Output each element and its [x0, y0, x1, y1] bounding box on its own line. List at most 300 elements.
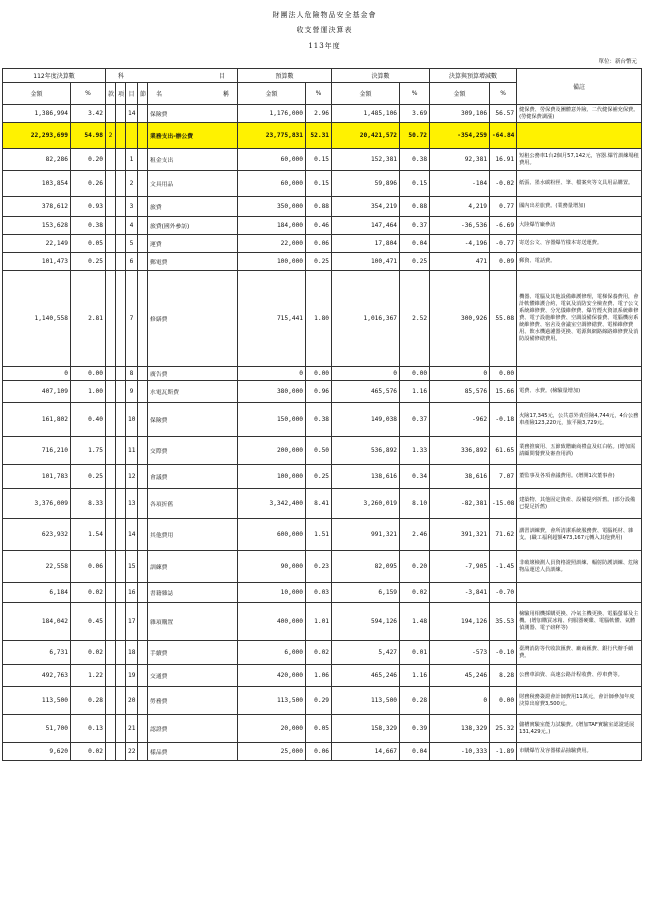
table-row: [3, 743, 642, 761]
table-row: [3, 197, 642, 217]
diff-amount-cell: 4,219: [430, 197, 490, 217]
prev-pct-cell: 54.98: [71, 123, 106, 149]
header-pct: %: [71, 83, 106, 105]
org-name: 財團法人危險物品安全基金會: [272, 11, 377, 19]
actual-amount-cell: 465,246: [332, 665, 400, 687]
diff-pct-cell: -0.18: [490, 403, 517, 437]
diff-amount-cell: -573: [430, 641, 490, 665]
mu-cell: 16: [126, 583, 138, 603]
item-name-cell: 水電瓦斯費: [148, 381, 238, 403]
budget-pct-cell: 0.15: [306, 149, 332, 171]
xiang-cell: [116, 665, 126, 687]
kuan-cell: [106, 197, 116, 217]
remark-cell: 公務車油資、高速公路計程收費、停車費等。: [517, 665, 642, 687]
actual-pct-cell: 1.16: [400, 665, 430, 687]
table-row: [3, 381, 642, 403]
header-remark: 備註: [517, 69, 642, 105]
prev-amount-cell: 51,700: [3, 715, 71, 743]
kuan-cell: [106, 519, 116, 551]
actual-amount-cell: 59,896: [332, 171, 400, 197]
table-row: [3, 519, 642, 551]
budget-amount-cell: 60,000: [238, 171, 306, 197]
diff-pct-cell: 7.07: [490, 465, 517, 489]
remark-cell: 非破壞檢測人員資格證照訓練、輻射防護訓練、危險物品運送人員訓練。: [517, 551, 642, 583]
budget-amount-cell: 184,000: [238, 217, 306, 235]
mu-cell: 4: [126, 217, 138, 235]
table-row: [3, 437, 642, 465]
budget-pct-cell: 0.02: [306, 641, 332, 665]
header-mu: 目: [126, 83, 138, 105]
budget-amount-cell: 715,441: [238, 271, 306, 367]
table-row: [3, 715, 642, 743]
jie-cell: [138, 235, 148, 253]
diff-amount-cell: 309,106: [430, 105, 490, 123]
mu-cell: 14: [126, 519, 138, 551]
jie-cell: [138, 171, 148, 197]
prev-amount-cell: 184,042: [3, 603, 71, 641]
prev-pct-cell: 0.45: [71, 603, 106, 641]
item-name-cell: 其他費用: [148, 519, 238, 551]
prev-pct-cell: 0.20: [71, 149, 106, 171]
item-name-cell: 租金支出: [148, 149, 238, 171]
diff-amount-cell: -354,259: [430, 123, 490, 149]
header-subject-end: 目: [219, 73, 226, 80]
item-name-cell: 手續費: [148, 641, 238, 665]
prev-amount-cell: 378,612: [3, 197, 71, 217]
actual-pct-cell: 8.10: [400, 489, 430, 519]
actual-amount-cell: 3,260,019: [332, 489, 400, 519]
diff-amount-cell: -962: [430, 403, 490, 437]
diff-pct-cell: 55.08: [490, 271, 517, 367]
diff-amount-cell: -7,905: [430, 551, 490, 583]
actual-pct-cell: 0.25: [400, 253, 430, 271]
mu-cell: 6: [126, 253, 138, 271]
actual-amount-cell: 1,485,106: [332, 105, 400, 123]
item-name-cell: 樣品費: [148, 743, 238, 761]
diff-pct-cell: -0.77: [490, 235, 517, 253]
actual-amount-cell: 20,421,572: [332, 123, 400, 149]
diff-pct-cell: 0.77: [490, 197, 517, 217]
budget-amount-cell: 200,000: [238, 437, 306, 465]
header-budget-pct: %: [306, 83, 332, 105]
header-budget: 預算數: [238, 69, 332, 83]
budget-amount-cell: 22,000: [238, 235, 306, 253]
diff-amount-cell: -3,841: [430, 583, 490, 603]
jie-cell: [138, 665, 148, 687]
kuan-cell: [106, 603, 116, 641]
actual-pct-cell: 0.37: [400, 403, 430, 437]
header-kuan: 款: [106, 83, 116, 105]
jie-cell: [138, 519, 148, 551]
budget-amount-cell: 6,000: [238, 641, 306, 665]
budget-amount-cell: 60,000: [238, 149, 306, 171]
table-row: [3, 217, 642, 235]
remark-cell: 大陸爆竹廠參訪: [517, 217, 642, 235]
kuan-cell: [106, 437, 116, 465]
budget-pct-cell: 0.06: [306, 235, 332, 253]
prev-pct-cell: 0.38: [71, 217, 106, 235]
kuan-cell: [106, 687, 116, 715]
budget-pct-cell: 0.50: [306, 437, 332, 465]
header-diff-pct: %: [490, 83, 517, 105]
diff-pct-cell: 0.00: [490, 687, 517, 715]
budget-pct-cell: 0.46: [306, 217, 332, 235]
xiang-cell: [116, 715, 126, 743]
jie-cell: [138, 403, 148, 437]
xiang-cell: [116, 367, 126, 381]
xiang-cell: [116, 603, 126, 641]
prev-pct-cell: 0.25: [71, 253, 106, 271]
table-row: [3, 123, 642, 149]
prev-pct-cell: 1.54: [71, 519, 106, 551]
table-row: [3, 403, 642, 437]
xiang-cell: [116, 519, 126, 551]
jie-cell: [138, 123, 148, 149]
budget-amount-cell: 23,775,831: [238, 123, 306, 149]
kuan-cell: [106, 149, 116, 171]
actual-pct-cell: 1.16: [400, 381, 430, 403]
remark-cell: 臺灣消防等代收款匯費、廠商匯費、銀行代辦手續費。: [517, 641, 642, 665]
jie-cell: [138, 367, 148, 381]
remark-cell: [517, 367, 642, 381]
prev-amount-cell: 492,763: [3, 665, 71, 687]
jie-cell: [138, 465, 148, 489]
remark-cell: 講習訓練費，會所清潔系統服務費、電腦耗材、雜支。(職工福利超額473,167元轉入其他費用): [517, 519, 642, 551]
prev-amount-cell: 1,386,994: [3, 105, 71, 123]
xiang-cell: [116, 743, 126, 761]
prev-amount-cell: 82,286: [3, 149, 71, 171]
item-name-cell: 會議費: [148, 465, 238, 489]
item-name-cell: 各項折舊: [148, 489, 238, 519]
actual-amount-cell: 594,126: [332, 603, 400, 641]
diff-pct-cell: -1.89: [490, 743, 517, 761]
diff-amount-cell: -104: [430, 171, 490, 197]
remark-cell: 董監事及各項會議費用。(增開1次董事會): [517, 465, 642, 489]
kuan-cell: [106, 403, 116, 437]
xiang-cell: [116, 465, 126, 489]
item-name-cell: 保險費: [148, 403, 238, 437]
header-actual-pct: %: [400, 83, 430, 105]
diff-amount-cell: 471: [430, 253, 490, 271]
item-name-cell: 運費: [148, 235, 238, 253]
budget-pct-cell: 0.05: [306, 715, 332, 743]
mu-cell: 9: [126, 381, 138, 403]
jie-cell: [138, 105, 148, 123]
item-name-cell: 修繕費: [148, 271, 238, 367]
budget-pct-cell: 0.29: [306, 687, 332, 715]
budget-amount-cell: 100,000: [238, 253, 306, 271]
jie-cell: [138, 687, 148, 715]
table-row: [3, 271, 642, 367]
xiang-cell: [116, 381, 126, 403]
diff-amount-cell: 38,616: [430, 465, 490, 489]
prev-pct-cell: 0.13: [71, 715, 106, 743]
kuan-cell: [106, 105, 116, 123]
mu-cell: 22: [126, 743, 138, 761]
xiang-cell: [116, 149, 126, 171]
kuan-cell: [106, 489, 116, 519]
prev-pct-cell: 2.81: [71, 271, 106, 367]
item-name-cell: 交通費: [148, 665, 238, 687]
actual-pct-cell: 0.20: [400, 551, 430, 583]
actual-pct-cell: 0.01: [400, 641, 430, 665]
xiang-cell: [116, 171, 126, 197]
actual-amount-cell: 1,016,367: [332, 271, 400, 367]
diff-pct-cell: 15.66: [490, 381, 517, 403]
kuan-cell: [106, 217, 116, 235]
budget-pct-cell: 0.96: [306, 381, 332, 403]
actual-pct-cell: 0.28: [400, 687, 430, 715]
mu-cell: 21: [126, 715, 138, 743]
mu-cell: 7: [126, 271, 138, 367]
budget-pct-cell: 0.38: [306, 403, 332, 437]
budget-pct-cell: 0.25: [306, 253, 332, 271]
prev-pct-cell: 0.25: [71, 465, 106, 489]
prev-amount-cell: 0: [3, 367, 71, 381]
mu-cell: 17: [126, 603, 138, 641]
prev-pct-cell: 1.00: [71, 381, 106, 403]
actual-pct-cell: 0.04: [400, 235, 430, 253]
prev-pct-cell: 0.40: [71, 403, 106, 437]
jie-cell: [138, 149, 148, 171]
prev-amount-cell: 3,376,009: [3, 489, 71, 519]
actual-pct-cell: 2.52: [400, 271, 430, 367]
actual-amount-cell: 0: [332, 367, 400, 381]
prev-amount-cell: 623,932: [3, 519, 71, 551]
budget-pct-cell: 0.15: [306, 171, 332, 197]
prev-pct-cell: 3.42: [71, 105, 106, 123]
item-name-cell: 雜項購置: [148, 603, 238, 641]
actual-amount-cell: 17,804: [332, 235, 400, 253]
actual-pct-cell: 50.72: [400, 123, 430, 149]
item-name-cell: 廣告費: [148, 367, 238, 381]
remark-cell: 郵資、電話費。: [517, 253, 642, 271]
budget-pct-cell: 1.80: [306, 271, 332, 367]
actual-pct-cell: 1.33: [400, 437, 430, 465]
xiang-cell: [116, 641, 126, 665]
xiang-cell: [116, 123, 126, 149]
table-row: [3, 603, 642, 641]
budget-pct-cell: 1.51: [306, 519, 332, 551]
table-row: [3, 641, 642, 665]
header-budget-amount: 金額: [238, 83, 306, 105]
prev-amount-cell: 1,140,558: [3, 271, 71, 367]
actual-amount-cell: 354,219: [332, 197, 400, 217]
table-row: [3, 253, 642, 271]
header-xiang: 項: [116, 83, 126, 105]
actual-amount-cell: 138,616: [332, 465, 400, 489]
item-name-cell: 郵電費: [148, 253, 238, 271]
budget-pct-cell: 52.31: [306, 123, 332, 149]
diff-pct-cell: 35.53: [490, 603, 517, 641]
diff-pct-cell: -6.69: [490, 217, 517, 235]
jie-cell: [138, 551, 148, 583]
header-ming: 名: [156, 91, 163, 98]
mu-cell: 14: [126, 105, 138, 123]
budget-amount-cell: 100,000: [238, 465, 306, 489]
budget-amount-cell: 10,000: [238, 583, 306, 603]
diff-pct-cell: -0.70: [490, 583, 517, 603]
prev-pct-cell: 8.33: [71, 489, 106, 519]
actual-pct-cell: 0.38: [400, 149, 430, 171]
kuan-cell: 2: [106, 123, 116, 149]
diff-amount-cell: -4,196: [430, 235, 490, 253]
budget-pct-cell: 0.88: [306, 197, 332, 217]
jie-cell: [138, 381, 148, 403]
actual-amount-cell: 152,381: [332, 149, 400, 171]
budget-pct-cell: 0.25: [306, 465, 332, 489]
mu-cell: 13: [126, 489, 138, 519]
jie-cell: [138, 217, 148, 235]
diff-amount-cell: 336,892: [430, 437, 490, 465]
diff-pct-cell: -1.45: [490, 551, 517, 583]
prev-amount-cell: 101,473: [3, 253, 71, 271]
remark-cell: 紙張、墨水碳粉匣、筆、檔案夾等文具用品購置。: [517, 171, 642, 197]
mu-cell: 12: [126, 465, 138, 489]
prev-amount-cell: 161,802: [3, 403, 71, 437]
diff-amount-cell: 138,329: [430, 715, 490, 743]
remark-cell: 建築物、其他固定資產、設備提列折舊。(部分設備已提足折舊): [517, 489, 642, 519]
actual-amount-cell: 82,095: [332, 551, 400, 583]
kuan-cell: [106, 665, 116, 687]
diff-pct-cell: 0.00: [490, 367, 517, 381]
table-row: [3, 465, 642, 489]
table-row: [3, 489, 642, 519]
jie-cell: [138, 715, 148, 743]
item-name-cell: 訓練費: [148, 551, 238, 583]
report-year: 113年度: [308, 42, 341, 50]
item-name-cell: 保險費: [148, 105, 238, 123]
remark-cell: 機器、電腦及其他設備維護修理，電梯保養費用，會計軟體維護合約，電氣及消防安全檢查費、電子公文系統維修費、分光儀維修費、爆竹煙火資訊系統維修費、電子設施維修費、空調設備保養費、電腦機房系統維修費、宿舍及會議室空調修繕費、電梯維修費用、飲水機過濾器更換、電源與網路線路維修費及消防設備修繕費用。: [517, 271, 642, 367]
diff-amount-cell: -36,536: [430, 217, 490, 235]
header-jie: 節: [138, 83, 148, 105]
header-subject-start: 科: [118, 73, 125, 80]
jie-cell: [138, 437, 148, 465]
budget-amount-cell: 400,000: [238, 603, 306, 641]
report-title: 收支營運決算表: [296, 26, 353, 34]
xiang-cell: [116, 253, 126, 271]
diff-amount-cell: 92,381: [430, 149, 490, 171]
actual-pct-cell: 0.15: [400, 171, 430, 197]
actual-amount-cell: 14,667: [332, 743, 400, 761]
item-name-cell: 業務支出-辦公費: [148, 123, 238, 149]
budget-pct-cell: 8.41: [306, 489, 332, 519]
header-name: [148, 83, 238, 105]
header-diff: 決算與預算增減數: [430, 69, 517, 83]
table-row: [3, 149, 642, 171]
kuan-cell: [106, 235, 116, 253]
xiang-cell: [116, 271, 126, 367]
prev-pct-cell: 1.22: [71, 665, 106, 687]
remark-cell: 業務推廣用、五節致贈廠商禮盒及紅白帖。(增加需請顧問餐費及審查用酒): [517, 437, 642, 465]
table-row: [3, 171, 642, 197]
mu-cell: 15: [126, 551, 138, 583]
prev-pct-cell: 1.75: [71, 437, 106, 465]
item-name-cell: 文具用品: [148, 171, 238, 197]
budget-amount-cell: 380,000: [238, 381, 306, 403]
actual-amount-cell: 149,038: [332, 403, 400, 437]
actual-amount-cell: 991,321: [332, 519, 400, 551]
table-row: [3, 665, 642, 687]
diff-amount-cell: -82,381: [430, 489, 490, 519]
jie-cell: [138, 603, 148, 641]
remark-cell: [517, 123, 642, 149]
prev-pct-cell: 0.28: [71, 687, 106, 715]
kuan-cell: [106, 171, 116, 197]
kuan-cell: [106, 271, 116, 367]
budget-pct-cell: 1.01: [306, 603, 332, 641]
mu-cell: 19: [126, 665, 138, 687]
table-row: [3, 367, 642, 381]
jie-cell: [138, 489, 148, 519]
prev-pct-cell: 0.02: [71, 641, 106, 665]
prev-amount-cell: 407,109: [3, 381, 71, 403]
kuan-cell: [106, 551, 116, 583]
remark-cell: 火險17,345元，公共意外責任險4,744元，4台公務車產險123,220元，旅平險3,729元。: [517, 403, 642, 437]
kuan-cell: [106, 641, 116, 665]
budget-amount-cell: 90,000: [238, 551, 306, 583]
jie-cell: [138, 641, 148, 665]
item-name-cell: 勞務費: [148, 687, 238, 715]
prev-amount-cell: 6,731: [3, 641, 71, 665]
budget-amount-cell: 600,000: [238, 519, 306, 551]
actual-amount-cell: 100,471: [332, 253, 400, 271]
xiang-cell: [116, 687, 126, 715]
table-row: [3, 235, 642, 253]
diff-amount-cell: 0: [430, 367, 490, 381]
diff-pct-cell: -0.10: [490, 641, 517, 665]
kuan-cell: [106, 253, 116, 271]
budget-pct-cell: 0.06: [306, 743, 332, 761]
actual-pct-cell: 0.04: [400, 743, 430, 761]
actual-amount-cell: 158,329: [332, 715, 400, 743]
mu-cell: 5: [126, 235, 138, 253]
diff-amount-cell: 0: [430, 687, 490, 715]
prev-amount-cell: 103,854: [3, 171, 71, 197]
diff-pct-cell: 16.91: [490, 149, 517, 171]
prev-amount-cell: 153,628: [3, 217, 71, 235]
actual-pct-cell: 0.37: [400, 217, 430, 235]
prev-amount-cell: 6,184: [3, 583, 71, 603]
diff-pct-cell: 71.62: [490, 519, 517, 551]
diff-amount-cell: -10,333: [430, 743, 490, 761]
prev-pct-cell: 0.93: [71, 197, 106, 217]
jie-cell: [138, 253, 148, 271]
remark-cell: 電費、水費。(檢驗量增加): [517, 381, 642, 403]
prev-amount-cell: 22,149: [3, 235, 71, 253]
item-name-cell: 書籍雜誌: [148, 583, 238, 603]
remark-cell: 國內出差旅費。(業務量增加): [517, 197, 642, 217]
remark-cell: 寄送公文、容器爆竹樣本寄送運費。: [517, 235, 642, 253]
jie-cell: [138, 743, 148, 761]
xiang-cell: [116, 197, 126, 217]
actual-amount-cell: 5,427: [332, 641, 400, 665]
kuan-cell: [106, 381, 116, 403]
actual-amount-cell: 536,892: [332, 437, 400, 465]
kuan-cell: [106, 715, 116, 743]
remark-cell: 儲槽實驗室能力試驗費。(增加TAF實驗室認證延展131,429元。): [517, 715, 642, 743]
budget-amount-cell: 1,176,000: [238, 105, 306, 123]
budget-amount-cell: 350,000: [238, 197, 306, 217]
budget-pct-cell: 0.23: [306, 551, 332, 583]
table-row: [3, 583, 642, 603]
prev-pct-cell: 0.02: [71, 743, 106, 761]
prev-amount-cell: 9,620: [3, 743, 71, 761]
remark-cell: 短租公務車1台2個月57,142元，容器.爆竹訓練場租費用。: [517, 149, 642, 171]
prev-amount-cell: 22,558: [3, 551, 71, 583]
budget-pct-cell: 2.96: [306, 105, 332, 123]
actual-pct-cell: 0.39: [400, 715, 430, 743]
